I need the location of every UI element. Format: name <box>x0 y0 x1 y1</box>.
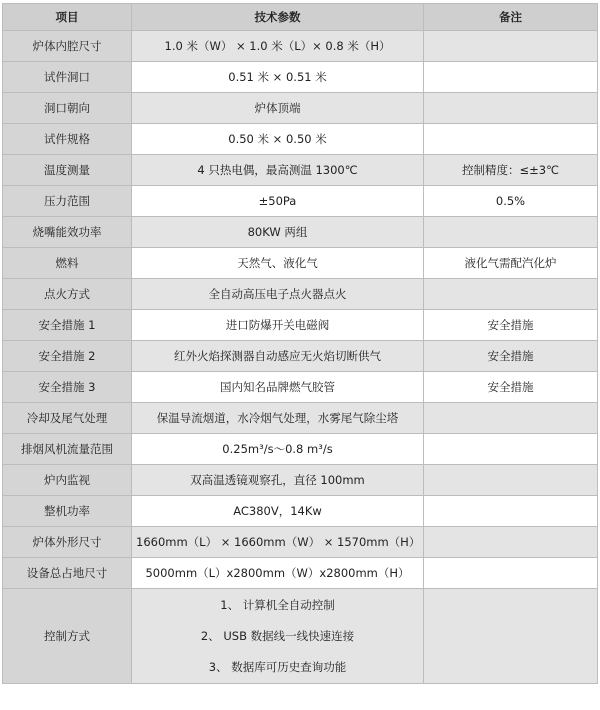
row-label: 试件规格 <box>3 124 132 155</box>
table-row <box>3 465 598 496</box>
row-label: 安全措施 2 <box>3 341 132 372</box>
table-row <box>3 341 598 372</box>
row-label: 压力范围 <box>3 186 132 217</box>
table-row-control <box>3 589 598 684</box>
row-value: 0.51 米 × 0.51 米 <box>132 62 424 93</box>
row-value: 1.0 米（W） × 1.0 米（L）× 0.8 米（H） <box>132 31 424 62</box>
control-label: 控制方式 <box>3 589 132 684</box>
row-note <box>424 217 598 248</box>
row-value: 4 只热电偶，最高测温 1300℃ <box>132 155 424 186</box>
row-note <box>424 403 598 434</box>
row-value: 国内知名品牌燃气胶管 <box>132 372 424 403</box>
row-label: 温度测量 <box>3 155 132 186</box>
row-note <box>424 93 598 124</box>
table-row <box>3 93 598 124</box>
table-row <box>3 31 598 62</box>
table-header-row <box>3 4 598 31</box>
header-params: 技术参数 <box>132 4 424 31</box>
table-row <box>3 496 598 527</box>
control-item: 3、 数据库可历史查询功能 <box>208 659 347 674</box>
control-item: 1、 计算机全自动控制 <box>220 597 335 612</box>
table-row <box>3 434 598 465</box>
header-item: 项目 <box>3 4 132 31</box>
table-row <box>3 310 598 341</box>
row-label: 炉内监视 <box>3 465 132 496</box>
row-value: 双高温透镜观察孔，直径 100mm <box>132 465 424 496</box>
row-note <box>424 465 598 496</box>
row-note <box>424 124 598 155</box>
table-row <box>3 248 598 279</box>
table-row <box>3 124 598 155</box>
row-note <box>424 62 598 93</box>
table-row <box>3 279 598 310</box>
row-value: 0.50 米 × 0.50 米 <box>132 124 424 155</box>
control-item: 2、 USB 数据线一线快速连接 <box>200 628 355 643</box>
row-value: 1660mm（L） × 1660mm（W） × 1570mm（H） <box>132 527 424 558</box>
row-note: 液化气需配汽化炉 <box>424 248 598 279</box>
row-value: 全自动高压电子点火器点火 <box>132 279 424 310</box>
row-value: 进口防爆开关电磁阀 <box>132 310 424 341</box>
row-note <box>424 558 598 589</box>
row-label: 设备总占地尺寸 <box>3 558 132 589</box>
row-label: 安全措施 1 <box>3 310 132 341</box>
row-value: 5000mm（L）x2800mm（W）x2800mm（H） <box>132 558 424 589</box>
control-list <box>132 589 424 684</box>
table-row <box>3 372 598 403</box>
row-note <box>424 434 598 465</box>
row-note <box>424 527 598 558</box>
row-note <box>424 279 598 310</box>
row-note: 控制精度：≤±3℃ <box>424 155 598 186</box>
row-label: 试件洞口 <box>3 62 132 93</box>
row-label: 点火方式 <box>3 279 132 310</box>
table-row <box>3 62 598 93</box>
row-note: 0.5% <box>424 186 598 217</box>
row-value: 炉体顶端 <box>132 93 424 124</box>
row-value: 天然气、液化气 <box>132 248 424 279</box>
table-row <box>3 217 598 248</box>
row-label: 安全措施 3 <box>3 372 132 403</box>
row-value: AC380V，14Kw <box>132 496 424 527</box>
table-row <box>3 558 598 589</box>
row-label: 排烟风机流量范围 <box>3 434 132 465</box>
row-note <box>424 31 598 62</box>
header-note: 备注 <box>424 4 598 31</box>
row-label: 冷却及尾气处理 <box>3 403 132 434</box>
row-note: 安全措施 <box>424 372 598 403</box>
row-value: ±50Pa <box>132 186 424 217</box>
row-label: 烧嘴能效功率 <box>3 217 132 248</box>
table-row <box>3 527 598 558</box>
row-label: 燃料 <box>3 248 132 279</box>
row-note <box>424 496 598 527</box>
table-row <box>3 186 598 217</box>
spec-table <box>2 3 598 684</box>
row-value: 0.25m³/s～0.8 m³/s <box>132 434 424 465</box>
row-label: 炉体内腔尺寸 <box>3 31 132 62</box>
row-label: 洞口朝向 <box>3 93 132 124</box>
row-note: 安全措施 <box>424 341 598 372</box>
table-row <box>3 403 598 434</box>
row-label: 整机功率 <box>3 496 132 527</box>
row-value: 保温导流烟道，水冷烟气处理，水雾尾气除尘塔 <box>132 403 424 434</box>
row-value: 红外火焰探测器自动感应无火焰切断供气 <box>132 341 424 372</box>
row-note: 安全措施 <box>424 310 598 341</box>
table-row <box>3 155 598 186</box>
row-label: 炉体外形尺寸 <box>3 527 132 558</box>
row-value: 80KW 两组 <box>132 217 424 248</box>
control-note <box>424 589 598 684</box>
